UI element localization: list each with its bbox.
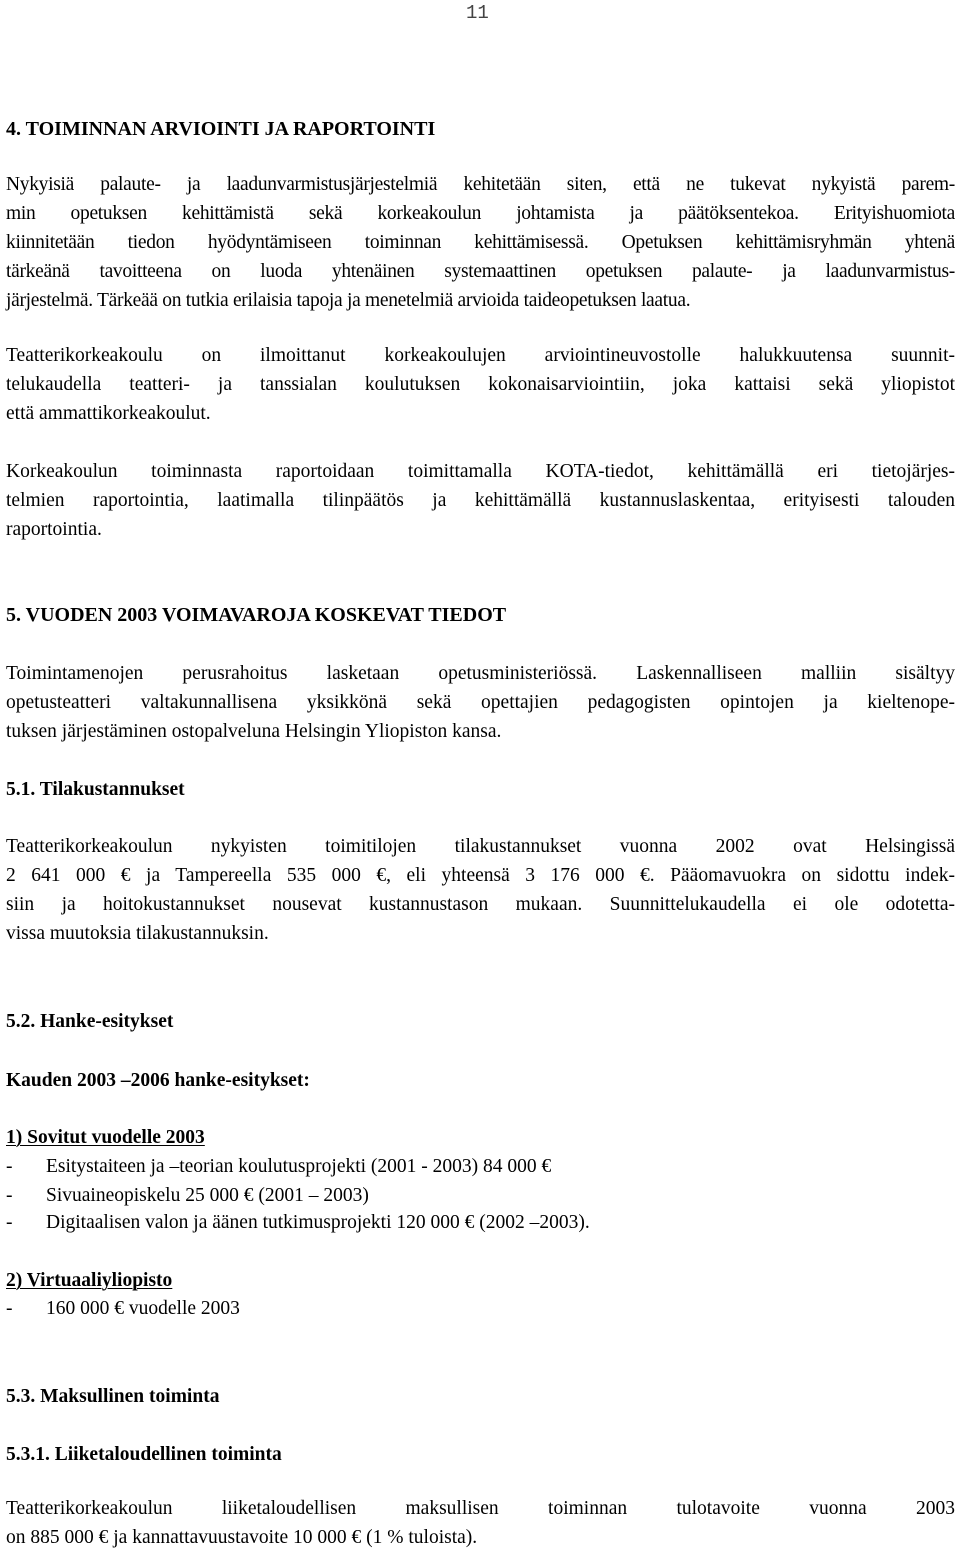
text-line: telukaudella teatteri- ja tanssialan koulutuksen kokonaisarviointiin, joka kattaisi sekä yliopistot (6, 374, 955, 395)
text-line: Nykyisiä palaute- ja laadunvarmistusjärjestelmiä kehitetään siten, että ne tukevat nykyistä parem- (6, 174, 955, 195)
section-4-paragraph-2 (6, 341, 955, 428)
section-5-3-1-paragraph (6, 1494, 955, 1552)
text-line: 2 641 000 € ja Tampereella 535 000 €, eli yhteensä 3 176 000 €. Pääomavuokra on sidottu indek- (6, 865, 955, 886)
text-line: kiinnitetään tiedon hyödyntämiseen toiminnan kehittämisessä. Opetuksen kehittämisryhmän yhtenä (6, 232, 955, 253)
text-line: siin ja hoitokustannukset nousevat kustannustason mukaan. Suunnittelukaudella ei ole odotetta- (6, 894, 955, 915)
section-5-3-1-heading: 5.3.1. Liiketaloudellinen toiminta (6, 1444, 282, 1465)
list-item (6, 1181, 955, 1210)
text-line: min opetuksen kehittämistä sekä korkeakoulun johtamista ja päätöksentekoa. Erityishuomiota (6, 203, 955, 224)
list-item-text: Esitystaiteen ja –teorian koulutusprojekti (2001 - 2003) 84 000 € (46, 1156, 552, 1177)
section-5-2-heading: 5.2. Hanke-esitykset (6, 1011, 174, 1032)
list-item-text: Digitaalisen valon ja äänen tutkimusprojekti 120 000 € (2002 –2003). (46, 1212, 590, 1233)
list-item-text: 160 000 € vuodelle 2003 (46, 1298, 240, 1319)
text-line: Toimintamenojen perusrahoitus lasketaan opetusministeriössä. Laskennalliseen malliin sisältyy (6, 663, 955, 684)
list-item-text: Sivuaineopiskelu 25 000 € (2001 – 2003) (46, 1185, 369, 1206)
text-line: telmien raportointia, laatimalla tilinpäätös ja kehittämällä kustannuslaskentaa, erityisesti talouden (6, 490, 955, 511)
text-line: vissa muutoksia tilakustannuksin. (6, 923, 269, 944)
text-line: että ammattikorkeakoulut. (6, 403, 211, 424)
section-5-1-paragraph (6, 832, 955, 948)
text-line: tuksen järjestäminen ostopalveluna Helsingin Yliopiston kansa. (6, 721, 502, 742)
text-line: Teatterikorkeakoulun liiketaloudellisen maksullisen toiminnan tulotavoite vuonna 2003 (6, 1498, 955, 1519)
group-2-title: 2) Virtuaaliyliopisto (6, 1270, 173, 1291)
text-line: Korkeakoulun toiminnasta raportoidaan toimittamalla KOTA-tiedot, kehittämällä eri tietojärjes- (6, 461, 955, 482)
list-dash: - (6, 1156, 13, 1177)
list-dash: - (6, 1212, 13, 1233)
section-4-paragraph-3 (6, 457, 955, 544)
section-5-paragraph (6, 659, 955, 746)
section-4-paragraph-1 (6, 170, 955, 315)
hanke-subheading: Kauden 2003 –2006 hanke-esitykset: (6, 1070, 310, 1091)
text-line: Teatterikorkeakoulun nykyisten toimitilojen tilakustannukset vuonna 2002 ovat Helsingissä (6, 836, 955, 857)
section-5-1-heading: 5.1. Tilakustannukset (6, 779, 185, 800)
text-line: Teatterikorkeakoulu on ilmoittanut korkeakoulujen arviointineuvostolle halukkuutensa suunnit- (6, 345, 955, 366)
text-line: on 885 000 € ja kannattavuustavoite 10 000 € (1 % tuloista). (6, 1527, 478, 1548)
list-item (6, 1294, 955, 1323)
section-5-3-heading: 5.3. Maksullinen toiminta (6, 1386, 220, 1407)
group-1-title: 1) Sovitut vuodelle 2003 (6, 1127, 205, 1148)
list-item (6, 1208, 955, 1237)
text-line: raportointia. (6, 519, 102, 540)
list-dash: - (6, 1298, 13, 1319)
list-dash: - (6, 1185, 13, 1206)
text-line: tärkeänä tavoitteena on luoda yhtenäinen systemaattinen opetuksen palaute- ja laadunvarmistus- (6, 261, 955, 282)
text-line: opetusteatteri valtakunnallisena yksikkönä sekä opettajien pedagogisten opintojen ja kieltenope- (6, 692, 955, 713)
section-4-heading: 4. TOIMINNAN ARVIOINTI JA RAPORTOINTI (6, 118, 436, 140)
list-item (6, 1152, 955, 1181)
text-line: järjestelmä. Tärkeää on tutkia erilaisia tapoja ja menetelmiä arvioida taideopetuksen laatua. (6, 290, 691, 311)
section-5-heading: 5. VUODEN 2003 VOIMAVAROJA KOSKEVAT TIEDOT (6, 604, 507, 626)
page-number: 11 (466, 2, 489, 24)
